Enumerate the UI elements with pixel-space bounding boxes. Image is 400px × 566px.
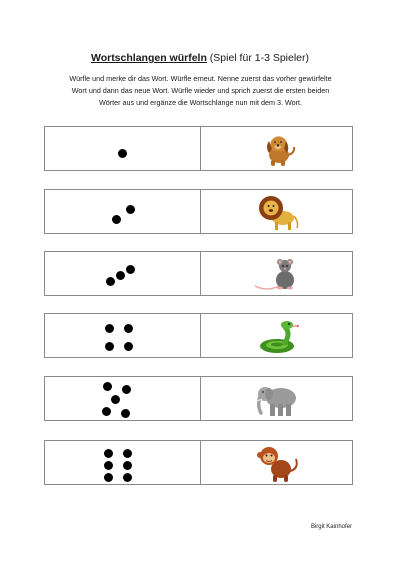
animal-cell <box>201 127 352 170</box>
table-row <box>44 440 353 485</box>
monkey-icon <box>255 443 299 483</box>
die-pip <box>126 205 135 214</box>
table-row <box>44 376 353 421</box>
instruction-line: Wort und dann das neue Wort. Würfle wieder und sprich zuerst die ersten beiden <box>71 86 330 96</box>
die-pip <box>104 473 113 482</box>
animal-cell <box>201 190 352 233</box>
die-pip <box>112 215 121 224</box>
die-pip <box>105 342 114 351</box>
animal-cell <box>201 441 352 484</box>
table-row <box>44 313 353 358</box>
die-pip <box>106 277 115 286</box>
die-cell <box>45 441 201 484</box>
die-cell <box>45 314 201 357</box>
instruction-line: Würfle und merke dir das Wort. Würfle erneut. Nenne zuerst das vorher gewürfelte <box>69 74 332 83</box>
table-row <box>44 189 353 234</box>
die-pip <box>105 324 114 333</box>
author-credit: Birgit Kainhofer <box>310 524 352 530</box>
lion-icon <box>255 192 299 232</box>
die-pip <box>116 271 125 280</box>
die-pip <box>104 461 113 470</box>
snake-icon <box>255 317 299 355</box>
mouse-icon <box>253 254 301 294</box>
animal-cell <box>201 377 352 420</box>
title-main: Wortschlangen würfeln <box>90 52 207 64</box>
dog-icon <box>257 131 297 167</box>
die-pip <box>123 449 132 458</box>
animal-cell <box>201 314 352 357</box>
die-pip <box>124 324 133 333</box>
table-row <box>44 251 353 296</box>
die-pip <box>118 149 127 158</box>
die-pip <box>123 473 132 482</box>
die-cell <box>45 377 201 420</box>
die-pip <box>122 385 131 394</box>
table-row <box>44 126 353 171</box>
die-pip <box>103 382 112 391</box>
worksheet-title <box>0 51 400 65</box>
die-pip <box>104 449 113 458</box>
animal-cell <box>201 252 352 295</box>
die-pip <box>126 265 135 274</box>
die-pip <box>111 395 120 404</box>
elephant-icon <box>253 380 301 418</box>
die-cell <box>45 252 201 295</box>
instructions <box>44 73 357 110</box>
die-pip <box>123 461 132 470</box>
die-pip <box>124 342 133 351</box>
die-cell <box>45 190 201 233</box>
die-pip <box>121 409 130 418</box>
die-pip <box>102 407 111 416</box>
die-cell <box>45 127 201 170</box>
title-subtitle: (Spiel für 1-3 Spieler) <box>209 52 310 64</box>
instruction-line: Wörter aus und ergänze die Wortschlange nun mit dem 3. Wort. <box>98 98 303 108</box>
